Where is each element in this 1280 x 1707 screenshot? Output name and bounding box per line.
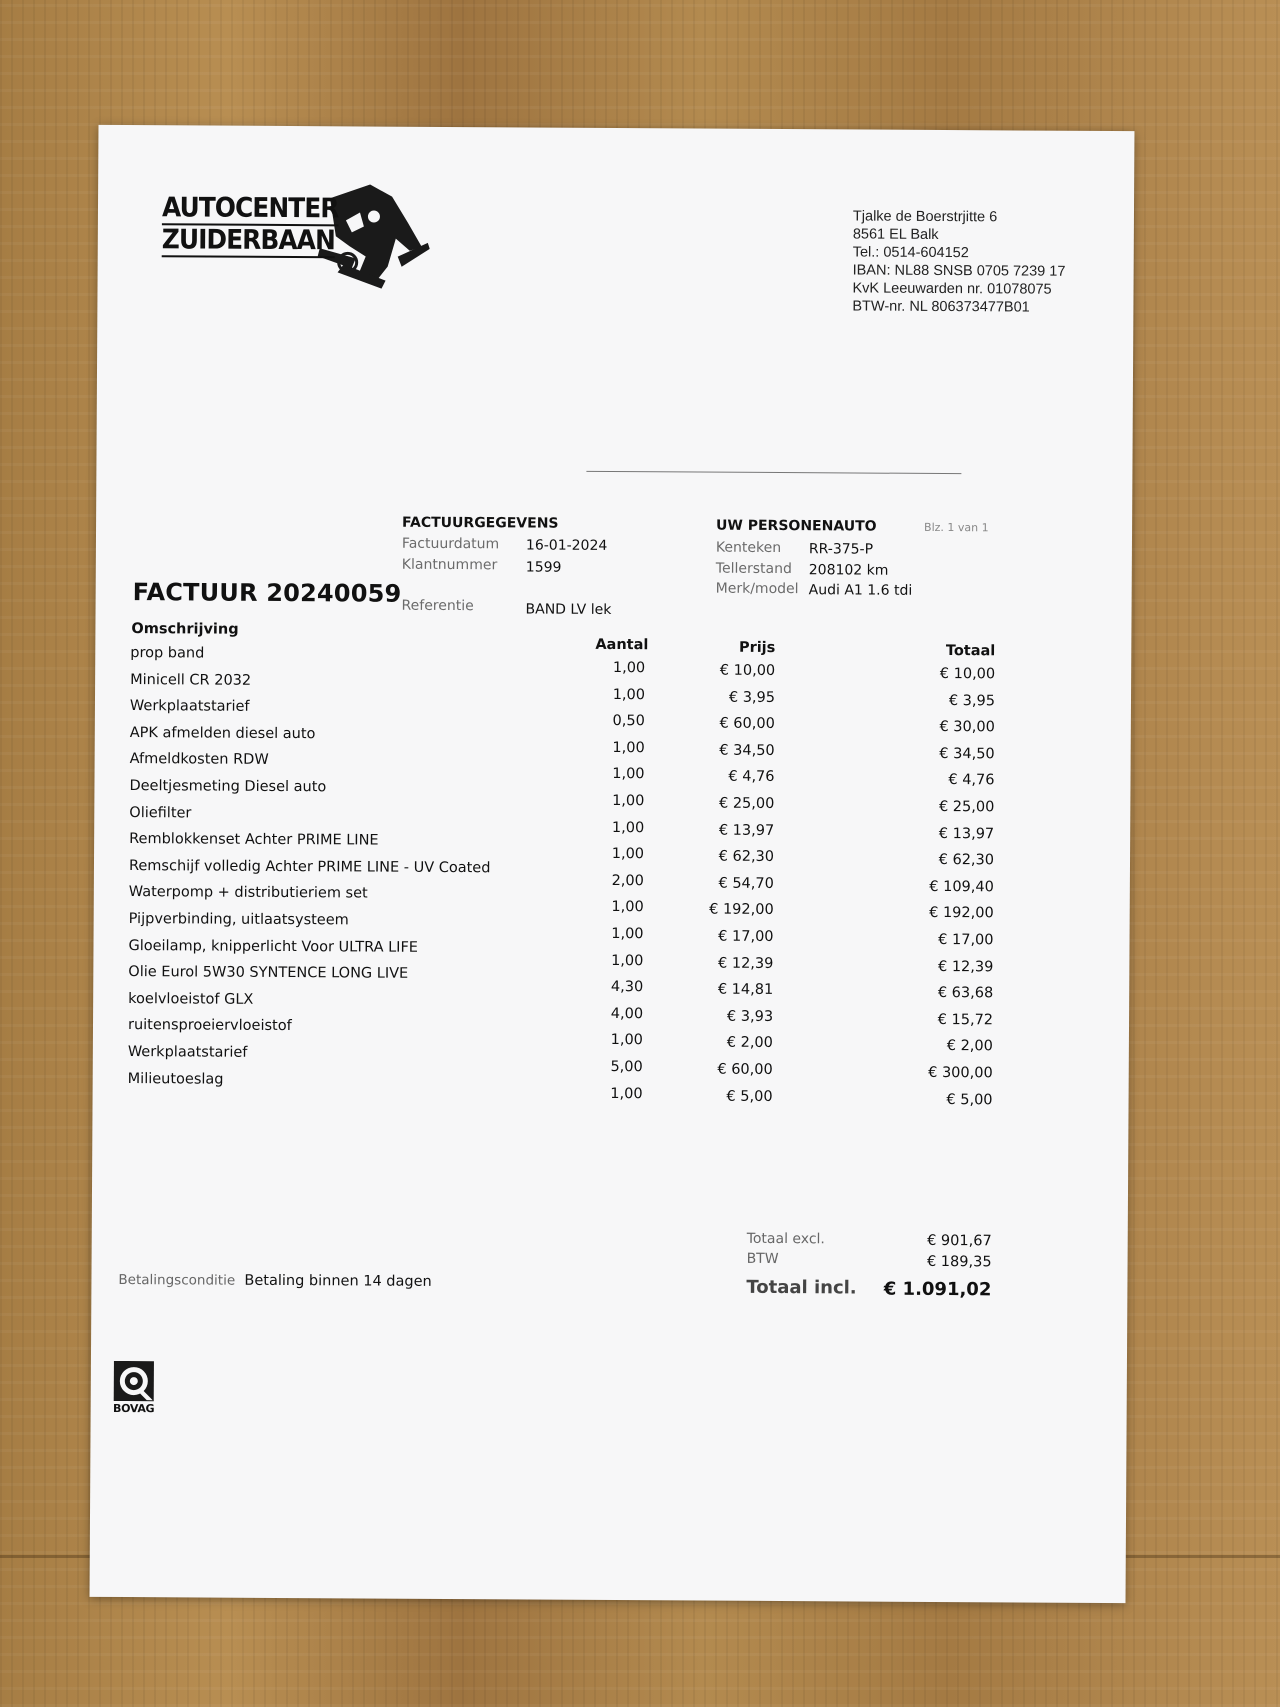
item-description: Olie Eurol 5W30 SYNTENCE LONG LIVE (128, 964, 409, 982)
date-value: 16-01-2024 (525, 537, 608, 554)
item-price: € 60,00 (719, 715, 775, 733)
item-price: € 4,76 (728, 769, 775, 786)
item-quantity: 1,00 (611, 952, 644, 969)
item-description: prop band (130, 645, 205, 662)
odometer-label: Tellerstand (715, 560, 792, 578)
item-price: € 54,70 (718, 875, 774, 892)
item-description: Afmeldkosten RDW (129, 751, 269, 769)
item-quantity: 5,00 (610, 1058, 643, 1076)
date-label: Factuurdatum (401, 535, 500, 553)
item-total: € 109,40 (929, 878, 994, 896)
plate-label: Kenteken (715, 539, 782, 557)
customer-label: Klantnummer (401, 556, 498, 574)
item-description: Remschijf volledig Achter PRIME LINE - UV Coated (128, 857, 491, 877)
item-total: € 2,00 (946, 1038, 993, 1055)
payment-label: Betalingsconditie (118, 1271, 236, 1289)
item-quantity: 1,00 (612, 686, 646, 703)
item-total: € 3,95 (948, 692, 996, 709)
item-price: € 60,00 (717, 1061, 773, 1078)
company-logo (159, 175, 430, 292)
item-quantity: 2,00 (611, 872, 644, 889)
model-value: Audi A1 1.6 tdi (808, 582, 913, 599)
item-total: € 12,39 (937, 958, 994, 975)
item-total: € 25,00 (938, 798, 995, 816)
item-description: Werkplaatstarief (129, 698, 250, 715)
item-total: € 17,00 (938, 931, 994, 949)
payment-value: Betaling binnen 14 dagen (244, 1272, 432, 1290)
item-description: Minicell CR 2032 (130, 671, 252, 689)
separator-line (586, 471, 961, 474)
item-quantity: 4,30 (610, 979, 644, 996)
item-total: € 63,68 (937, 985, 994, 1002)
item-quantity: 4,00 (610, 1005, 644, 1022)
address-line: 8561 EL Balk (852, 226, 939, 243)
item-description: Waterpomp + distributieriem set (128, 884, 368, 902)
item-total: € 15,72 (937, 1011, 994, 1029)
item-price: € 3,95 (728, 689, 776, 706)
item-description: Gloeilamp, knipperlicht Voor ULTRA LIFE (128, 937, 419, 956)
item-price: € 3,93 (726, 1008, 774, 1025)
item-price: € 10,00 (719, 662, 776, 679)
item-total: € 62,30 (938, 852, 995, 869)
item-price: € 62,30 (718, 848, 775, 866)
item-total: € 5,00 (946, 1091, 993, 1108)
address-line: KvK Leeuwarden nr. 01078075 (852, 280, 1052, 298)
header-price: Prijs (738, 639, 776, 656)
bovag-text: BOVAG (113, 1401, 155, 1416)
address-line: Tel.: 0514-604152 (852, 244, 969, 262)
item-price: € 13,97 (718, 822, 775, 839)
logo-line-1: AUTOCENTER (161, 192, 339, 225)
item-price: € 12,39 (717, 955, 774, 972)
header-description: Omschrijving (131, 621, 239, 638)
invoice-paper (90, 125, 1135, 1603)
item-description: Remblokkenset Achter PRIME LINE (129, 831, 379, 849)
invoice-title: FACTUUR 20240059 (132, 578, 402, 608)
item-quantity: 1,00 (611, 925, 644, 943)
item-description: ruitensproeiervloeistof (127, 1017, 292, 1035)
item-price: € 192,00 (709, 901, 774, 919)
company-address (852, 207, 1065, 316)
item-quantity: 1,00 (611, 819, 645, 836)
item-description: APK afmelden diesel auto (129, 724, 316, 742)
customer-value: 1599 (525, 559, 562, 576)
total-excl-label: Totaal excl. (746, 1230, 825, 1248)
item-quantity: 0,50 (612, 713, 645, 730)
item-quantity: 1,00 (612, 792, 645, 810)
item-quantity: 1,00 (610, 1085, 643, 1102)
item-price: € 25,00 (718, 795, 775, 812)
vehicle-heading: UW PERSONENAUTO (716, 517, 877, 535)
reference-value: BAND LV lek (525, 601, 612, 618)
item-description: Oliefilter (129, 804, 192, 822)
item-total: € 300,00 (928, 1064, 993, 1082)
item-description: Werkplaatstarief (127, 1044, 248, 1061)
item-description: Pijpverbinding, uitlaatsysteem (128, 911, 349, 929)
item-description: Deeltjesmeting Diesel auto (129, 778, 327, 796)
item-quantity: 1,00 (611, 899, 644, 916)
odometer-value: 208102 km (808, 562, 889, 579)
item-quantity: 1,00 (611, 846, 645, 863)
item-description: Milieutoeslag (127, 1070, 224, 1088)
page-number: Blz. 1 van 1 (924, 520, 989, 535)
header-total: Totaal (945, 643, 996, 660)
item-price: € 14,81 (717, 981, 774, 999)
item-total: € 192,00 (929, 905, 994, 922)
logo-line-2: ZUIDERBAAN (161, 224, 336, 257)
total-incl-label: Totaal incl. (746, 1276, 857, 1299)
item-price: € 17,00 (718, 928, 774, 945)
item-quantity: 1,00 (612, 739, 645, 756)
model-label: Merk/model (715, 580, 799, 598)
address-line: Tjalke de Boerstrjitte 6 (852, 208, 998, 226)
details-heading: FACTUURGEGEVENS (402, 514, 559, 532)
bovag-emblem-icon (113, 1360, 155, 1402)
total-incl-value: € 1.091,02 (883, 1278, 992, 1301)
bovag-logo (113, 1360, 155, 1415)
item-quantity: 1,00 (610, 1032, 643, 1049)
item-total: € 30,00 (939, 719, 995, 736)
item-quantity: 1,00 (612, 660, 646, 677)
item-total: € 4,76 (948, 772, 995, 789)
vat-value: € 189,35 (926, 1253, 992, 1271)
item-total: € 10,00 (939, 665, 996, 683)
total-excl-value: € 901,67 (927, 1232, 992, 1250)
plate-value: RR-375-P (808, 541, 874, 558)
item-price: € 5,00 (726, 1088, 773, 1105)
item-quantity: 1,00 (612, 766, 645, 783)
item-price: € 34,50 (719, 742, 775, 759)
item-description: koelvloeistof GLX (128, 990, 254, 1008)
reference-label: Referentie (401, 597, 474, 615)
item-total: € 34,50 (939, 745, 995, 763)
vat-label: BTW (746, 1250, 779, 1268)
item-price: € 2,00 (726, 1035, 773, 1052)
address-line: BTW-nr. NL 806373477B01 (852, 298, 1030, 316)
address-line: IBAN: NL88 SNSB 0705 7239 17 (852, 262, 1066, 280)
header-quantity: Aantal (595, 636, 649, 654)
item-total: € 13,97 (938, 825, 995, 842)
